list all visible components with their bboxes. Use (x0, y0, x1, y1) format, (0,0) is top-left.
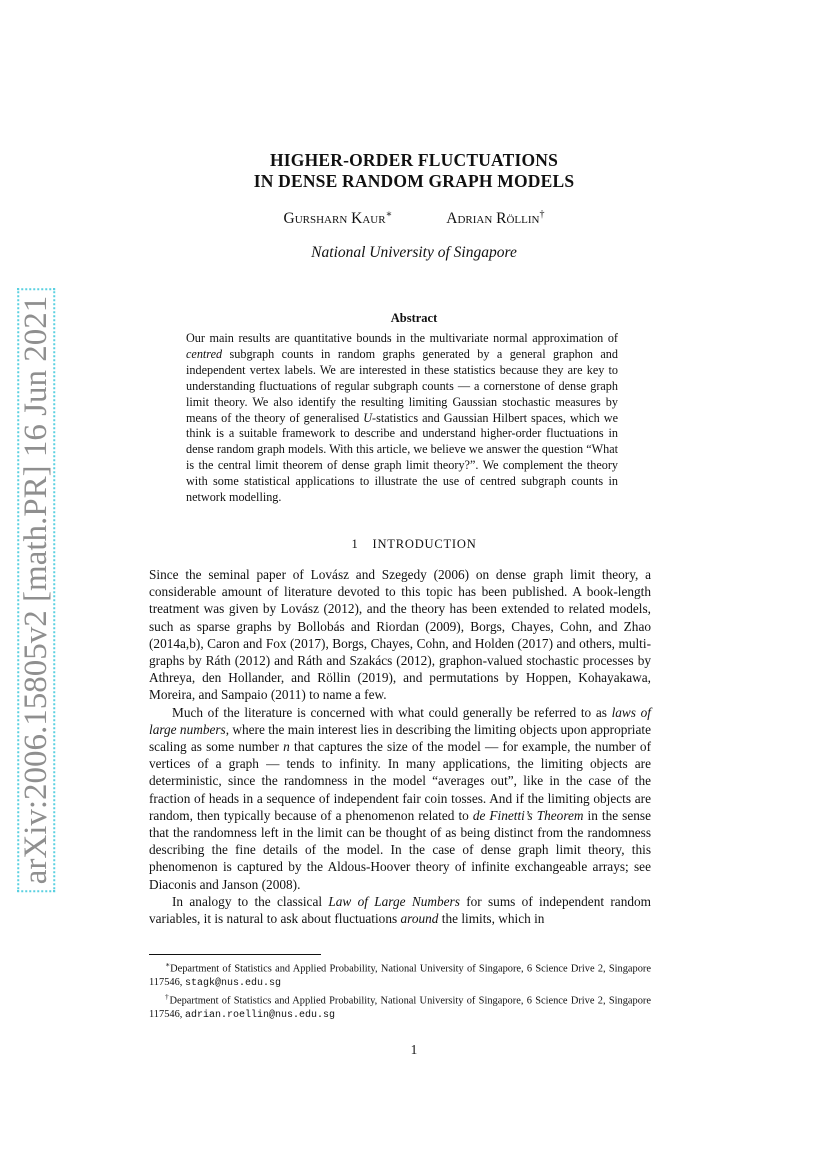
paragraph-3-part-b: for sums of independent random variables, it is natural to ask about fluctuations (149, 893, 651, 927)
paragraph-2-emphasis-2: n (283, 739, 290, 755)
abstract-part-3: -statistics and Gaussian Hilbert spaces, which we think is a suitable framework to describe and understand higher-order fluctuations in dense random graph models. With this article, we believe we answer the question “What is the central limit theorem of dense graph limit theory?”. We complement the theory with some statistical applications to illustrate the use of centred subgraph counts in network modelling. (186, 410, 618, 505)
footnote-1-email: stagk@nus.edu.sg (184, 977, 281, 989)
author-2-mark: † (539, 209, 545, 220)
paragraph-3-part-a: In analogy to the classical (172, 893, 329, 909)
abstract-text (186, 331, 618, 506)
paragraph-1: Since the seminal paper of Lovász and Szegedy (2006) on dense graph limit theory, a considerable amount of literature devoted to this topic has been published. A book-length treatment was given by Lovász (2012), and the theory has been extended to related models, such as sparse graphs by Bollobás and Riordan (2009), Borgs, Chayes, Cohn, and Zhao (2014a,b), Caron and Fox (2017), Borgs, Chayes, Cohn, and Holden (2017) and others, multi-graphs by Ráth (2012) and Ráth and Szakács (2012), graphon-valued stochastic processes by Athreya, den Hollander, and Röllin (2019), and permutations by Hoppen, Kohayakawa, Moreira, and Sampaio (2011) to name a few. (149, 567, 651, 703)
paragraph-2-emphasis-1: laws of large numbers (149, 704, 651, 737)
footnote-2-mark: † (165, 992, 170, 1002)
footnote-divider (149, 954, 321, 955)
paragraph-2-part-a: Much of the literature is concerned with what could generally be referred to as (172, 704, 612, 720)
author-2-name: Adrian Röllin (446, 210, 540, 228)
footnote-1 (149, 958, 651, 990)
author-1-mark: ∗ (385, 209, 393, 220)
paragraph-2-part-d: in the sense that the randomness left in the limit can be thought of as being distinct from the randomness describing the fine details of the model. In the case of dense graph limit theory, this phenomenon is captured by the Aldous-Hoover theory of infinite exchangeable arrays; see Diaconis and Janson (2008). (149, 807, 651, 892)
body-text (149, 566, 651, 927)
section-number: 1 (351, 537, 359, 551)
paragraph-2-part-c: that captures the size of the model — for example, the number of vertices of a graph — tends to infinity. In many applications, the limiting objects are deterministic, since the randomness in the model “averages out”, like in the case of the fraction of heads in a sequence of independent fair coin tosses. And if the limiting objects are random, then typically because of a phenomenon related to (149, 739, 651, 823)
paragraph-2-part-b: , where the main interest lies in describing the limiting objects upon appropriate scaling as some number (149, 721, 651, 755)
paragraph-3-emphasis-1: Law of Large Numbers (328, 893, 460, 909)
paragraph-3-part-c: the limits, which in (438, 911, 545, 927)
section-heading (0, 537, 828, 552)
paragraph-3-emphasis-2: around (400, 911, 439, 927)
footnote-1-text: Department of Statistics and Applied Probability, National University of Singapore, 6 Science Drive 2, Singapore 117546, (149, 963, 651, 988)
abstract-part-2: subgraph counts in random graphs generated by a general graphon and independent vertex labels. We are interested in these statistics because they are key to understanding fluctuations of regular subgraph counts — a cornerstone of dense graph limit theory. We also identify the resulting limiting Gaussian stochastic measures by means of the theory of generalised (186, 346, 618, 425)
arxiv-stamp (17, 295, 55, 885)
paragraph-2 (149, 704, 651, 893)
title-line-1: HIGHER-ORDER FLUCTUATIONS (269, 150, 559, 170)
author-2 (446, 210, 544, 227)
paragraph-3 (149, 893, 651, 927)
footnote-2 (149, 990, 651, 1022)
footnotes (149, 958, 651, 1023)
author-1-name: Gursharn Kaur (283, 210, 386, 228)
paper-title (0, 150, 828, 192)
page-number: 1 (410, 1042, 418, 1057)
section-title: INTRODUCTION (372, 537, 477, 551)
footnote-2-text: Department of Statistics and Applied Probability, National University of Singapore, 6 Science Drive 2, Singapore 117546, (149, 995, 651, 1021)
footnote-1-mark: ∗ (165, 960, 171, 969)
author-1 (284, 210, 393, 227)
abstract-heading: Abstract (390, 311, 438, 325)
abstract-emphasis-centred: centred (186, 346, 223, 361)
title-line-2: IN DENSE RANDOM GRAPH MODELS (253, 171, 575, 191)
abstract-part-1: Our main results are quantitative bounds in the multivariate normal approximation of (186, 331, 618, 345)
footnote-2-email: adrian.roellin@nus.edu.sg (184, 1010, 336, 1022)
affiliation: National University of Singapore (311, 244, 517, 261)
author-list (0, 209, 828, 228)
abstract-emphasis-u: U (363, 410, 373, 425)
arxiv-identifier: arXiv:2006.15805v2 [math.PR] 16 Jun 2021 (17, 288, 55, 892)
paragraph-2-emphasis-3: de Finetti’s Theorem (472, 807, 584, 823)
